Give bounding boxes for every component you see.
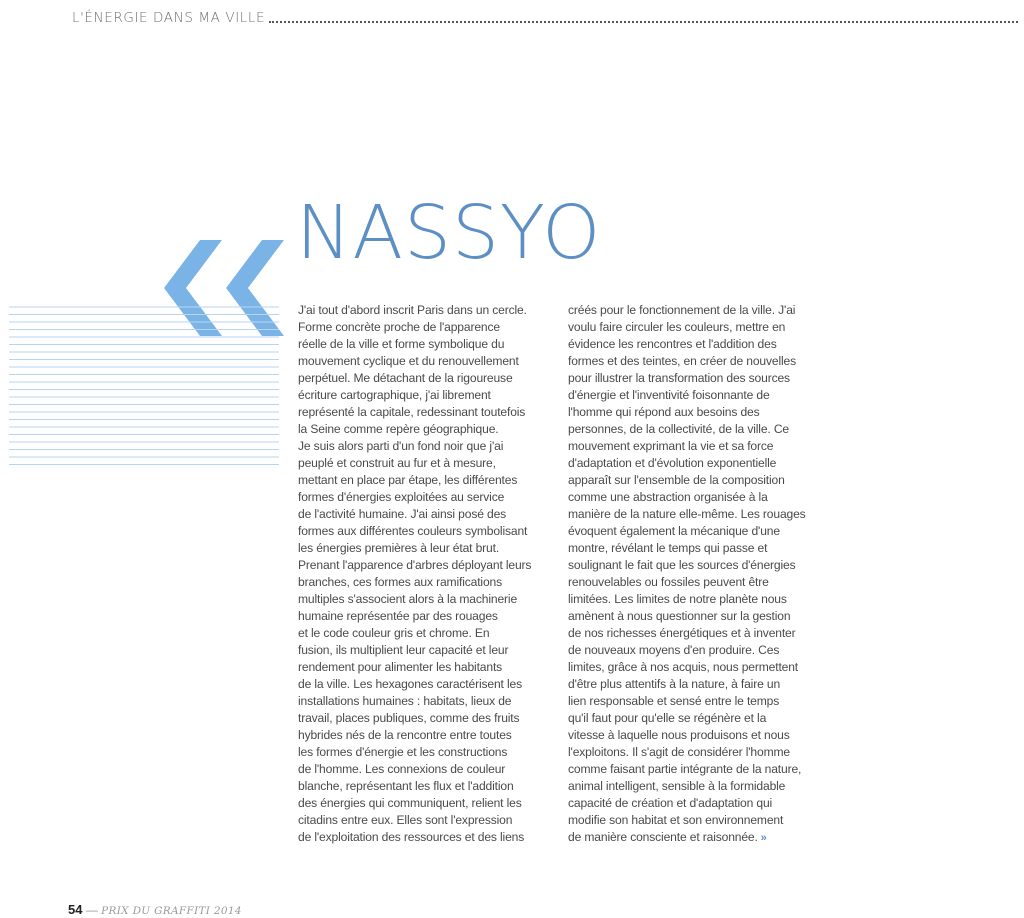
article-line: l'exploitons. Il s'agit de considérer l'homme	[568, 745, 791, 759]
article-line: blanche, représentant les flux et l'addition	[298, 779, 514, 793]
article-line: limites, grâce à nos acquis, nous permettent	[568, 660, 799, 674]
article-column-left	[298, 302, 563, 846]
article-line: réelle de la ville et forme symbolique du	[298, 337, 505, 351]
article-line: représenté la capitale, redessinant toutefois	[298, 405, 526, 419]
article-line: Forme concrète proche de l'apparence	[298, 320, 500, 334]
article-line: d'énergie et l'inventivité foisonnante de	[568, 388, 770, 402]
article-line: travail, places publiques, comme des fruits	[298, 711, 520, 725]
article-line: mettant en place par étape, les différentes	[298, 473, 518, 487]
page-footer	[68, 902, 242, 917]
article-column-right	[568, 302, 833, 847]
article-line: voulu faire circuler les couleurs, mettre en	[568, 320, 786, 334]
article-line: soulignant le fait que les sources d'énergies	[568, 558, 796, 572]
article-line: de l'homme. Les connexions de couleur	[298, 762, 506, 776]
article-line: animal intelligent, sensible à la formidable	[568, 779, 786, 793]
article-line: multiples s'associent alors à la machinerie	[298, 592, 518, 606]
article-line: apparaît sur l'ensemble de la composition	[568, 473, 785, 487]
article-line: la Seine comme repère géographique.	[298, 422, 499, 436]
article-line: capacité de création et d'adaptation qui	[568, 796, 773, 810]
article-line: personnes, de la collectivité, de la ville. Ce	[568, 422, 789, 436]
publication-name: PRIX DU GRAFFITI 2014	[101, 905, 242, 917]
article-line: amènent à nous questionner sur la gestion	[568, 609, 791, 623]
continue-marker-icon: »	[757, 832, 767, 844]
section-title: L'ÉNERGIE DANS MA VILLE	[72, 10, 266, 26]
article-line: de l'exploitation des ressources et des liens	[298, 830, 525, 844]
article-line: les énergies premières à leur état brut.	[298, 541, 500, 555]
article-line: comme faisant partie intégrante de la nature,	[568, 762, 802, 776]
article-line: formes et des teintes, en créer de nouvelles	[568, 354, 797, 368]
page-number: 54	[68, 902, 83, 917]
article-line: les formes d'énergie et les constructions	[298, 745, 508, 759]
article-line: comme une abstraction organisée à la	[568, 490, 768, 504]
footer-separator: —	[82, 903, 102, 917]
article-line: formes aux différentes couleurs symbolisant	[298, 524, 528, 538]
article-line: installations humaines : habitats, lieux de	[298, 694, 512, 708]
article-line: de l'activité humaine. J'ai ainsi posé des	[298, 507, 507, 521]
article-line: mouvement cyclique et du renouvellement	[298, 354, 519, 368]
article-line: renouvelables ou fossiles peuvent être	[568, 575, 769, 589]
article-line: hybrides nés de la rencontre entre toutes	[298, 728, 512, 742]
header-dotted-rule	[269, 21, 1018, 23]
article-line: vitesse à laquelle nous produisons et nous	[568, 728, 790, 742]
article-line: de la ville. Les hexagones caractérisent les	[298, 677, 522, 691]
article-line: d'être plus attentifs à la nature, à faire un	[568, 677, 781, 691]
article-line: rendement pour alimenter les habitants	[298, 660, 503, 674]
section-header	[72, 6, 1018, 26]
article-line: évidence les rencontres et l'addition des	[568, 337, 777, 351]
article-line: des énergies qui communiquent, relient les	[298, 796, 522, 810]
article-line: peuplé et construit au fur et à mesure,	[298, 456, 496, 470]
article-line: Prenant l'apparence d'arbres déployant leurs	[298, 558, 532, 572]
article-line: manière de la nature elle-même. Les rouages	[568, 507, 806, 521]
article-line: et le code couleur gris et chrome. En	[298, 626, 490, 640]
article-line: Je suis alors parti d'un fond noir que j'ai	[298, 439, 504, 453]
article-line: évoquent également la mécanique d'une	[568, 524, 780, 538]
article-line: modifie son habitat et son environnement	[568, 813, 784, 827]
article-line: d'adaptation et d'évolution exponentielle	[568, 456, 777, 470]
article-line: de nos richesses énergétiques et à inventer	[568, 626, 796, 640]
article-line: créés pour le fonctionnement de la ville. J'ai	[568, 303, 796, 317]
article-line: l'homme qui répond aux besoins des	[568, 405, 760, 419]
article-line: montre, révélant le temps qui passe et	[568, 541, 768, 555]
artist-name-title: NASSYO	[296, 190, 602, 276]
article-line: J'ai tout d'abord inscrit Paris dans un cercle.	[298, 303, 527, 317]
article-line: de nouveaux moyens d'en produire. Ces	[568, 643, 780, 657]
article-line: fusion, ils multiplient leur capacité et leur	[298, 643, 509, 657]
article-line: pour illustrer la transformation des sources	[568, 371, 790, 385]
article-line: citadins entre eux. Elles sont l'expression	[298, 813, 513, 827]
decorative-lines	[9, 306, 279, 472]
article-line: écriture cartographique, j'ai librement	[298, 388, 491, 402]
article-line: branches, ces formes aux ramifications	[298, 575, 503, 589]
article-line: formes d'énergies exploitées au service	[298, 490, 505, 504]
article-line: mouvement exprimant la vie et sa force	[568, 439, 774, 453]
article-line: limitées. Les limites de notre planète nous	[568, 592, 787, 606]
article-line: humaine représentée par des rouages	[298, 609, 498, 623]
article-line: lien responsable et sensé entre le temps	[568, 694, 780, 708]
article-line: de manière consciente et raisonnée. »	[568, 830, 767, 844]
article-line: qu'il faut pour qu'elle se régénère et la	[568, 711, 767, 725]
article-line: perpétuel. Me détachant de la rigoureuse	[298, 371, 513, 385]
